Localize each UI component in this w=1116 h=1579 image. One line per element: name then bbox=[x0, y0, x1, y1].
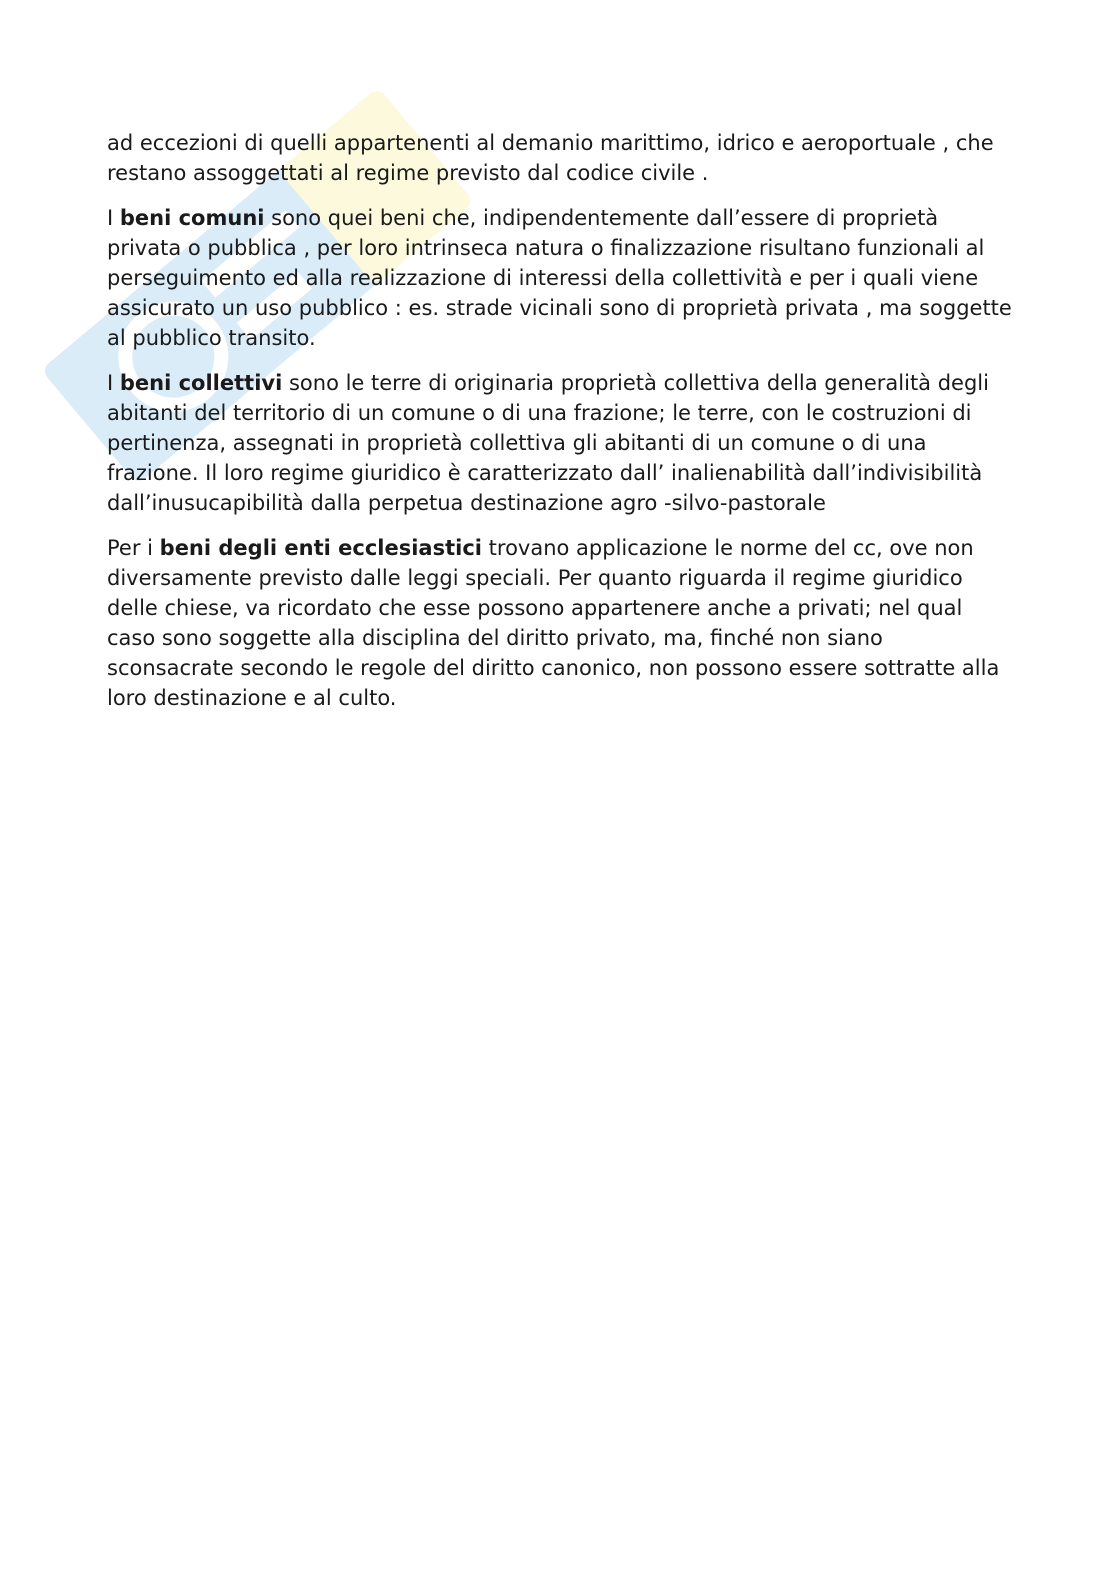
paragraph-1 bbox=[107, 128, 1012, 188]
paragraph-2 bbox=[107, 203, 1012, 353]
term-beni-collettivi: beni collettivi bbox=[119, 371, 283, 395]
paragraph-2-lead: I bbox=[107, 206, 120, 230]
paragraph-3 bbox=[107, 368, 1012, 518]
term-beni-enti-ecclesiastici: beni degli enti ecclesiastici bbox=[159, 536, 482, 560]
paragraph-2-text: sono quei beni che, indipendentemente dall’essere di proprietà privata o pubblica , per loro intrinseca natura o finalizzazione risultano funzionali al perseguimento ed alla realizzazione di interessi della collettività e per i quali viene assicurato un uso pubblico : es. strade vicinali sono di proprietà privata , ma soggette al pubblico transito. bbox=[107, 206, 1012, 350]
paragraph-4 bbox=[107, 533, 1012, 713]
paragraph-3-text: sono le terre di originaria proprietà collettiva della generalità degli abitanti del territorio di un comune o di una frazione; le terre, con le costruzioni di pertinenza, assegnati in proprietà collettiva gli abitanti di un comune o di una frazione. Il loro regime giuridico è caratterizzato dall’ inalienabilità dall’indivisibilità dall’inusucapibilità dalla perpetua destinazione agro -silvo-pastorale bbox=[107, 371, 989, 515]
paragraph-4-lead: Per i bbox=[107, 536, 160, 560]
document-body bbox=[107, 128, 1012, 728]
paragraph-4-text: trovano applicazione le norme del cc, ove non diversamente previsto dalle leggi speciali. Per quanto riguarda il regime giuridico delle chiese, va ricordato che esse possono appartenere anche a privati; nel qual caso sono soggette alla disciplina del diritto privato, ma, finché non siano sconsacrate secondo le regole del diritto canonico, non possono essere sottratte alla loro destinazione e al culto. bbox=[107, 536, 1000, 710]
term-beni-comuni: beni comuni bbox=[119, 206, 265, 230]
paragraph-3-lead: I bbox=[107, 371, 120, 395]
paragraph-1-text: ad eccezioni di quelli appartenenti al demanio marittimo, idrico e aeroportuale , che restano assoggettati al regime previsto dal codice civile . bbox=[107, 131, 994, 185]
